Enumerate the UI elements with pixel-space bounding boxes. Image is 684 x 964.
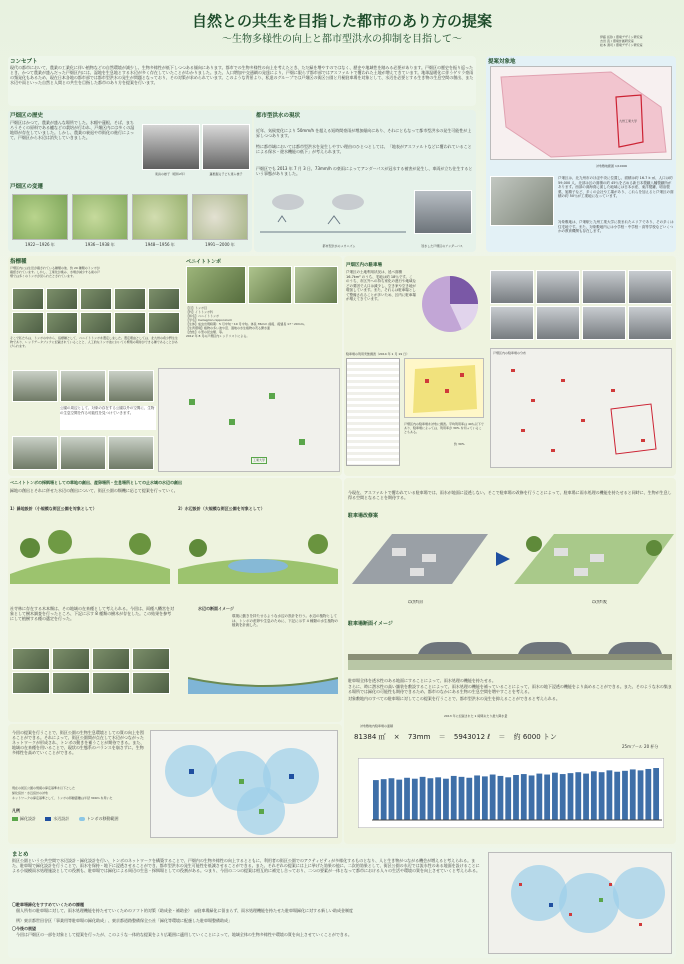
bio-photo [46, 312, 78, 334]
parking-distribution-map [490, 348, 672, 468]
legend-label: 凡例 [12, 808, 20, 813]
calc-caption-area: 対象敷地内駐車場の面積 [360, 724, 394, 728]
change-map-2 [72, 194, 128, 240]
beni-note: 2012 年 8 月の戸畑区内レッドリストによる。 [186, 334, 250, 338]
chart-bar [575, 772, 581, 820]
history-photo-1 [142, 124, 200, 170]
parking-panel [344, 256, 676, 476]
chart-bar [521, 774, 527, 820]
proposal-panel [344, 478, 676, 844]
park-photo [108, 370, 154, 402]
site-text-1: 戸畑区は、北九州市のほぼ中央に位置し、面積は約 16.7 k ㎡、人口は約 59,000 人、北部は区の面積の約 45％を占める新日本製鐵八幡製鐵所があります。西部の洞海湾に面した地域には日本水産、東洋製罐、明治製菓、旭精子など、多くの会社や工場があり、これらを加えると戸畑区の面積の約 50％が工業地になっています。 [558, 176, 674, 198]
chart-bar [568, 773, 574, 820]
biotope-title: ベニイトトンボの採餌場としての草地の創出、産卵場所・生息場所としての止水域の水辺の創出 [10, 480, 182, 485]
flood-text-2: 特に都市域においては都市型洪水を発生しやすい理由のひとつとしては、「地表がアスファルトなどに覆われていることによる保水・遊水機能の低下」が考えられます。 [256, 144, 472, 154]
parking-photo [628, 306, 672, 340]
calc-row [354, 732, 674, 742]
legend-text: トンボの移動範囲 [86, 816, 119, 821]
network-item: ネットワークの算定基準として、トンボの移動距離は半径 300m を用いた [12, 796, 113, 800]
history-caption-1: 東浜の様子（昭和2年） [155, 172, 187, 176]
parking-map-caption: 戸畑区内の駐車場の分布 [493, 351, 527, 355]
tree-photo [92, 648, 130, 670]
water-section-title: 水辺の断面イメージ [198, 606, 234, 611]
flood-text-3: 戸畑区でも 2013 年 7 月 3 日、73mm/h の豪雨によってアンダーパスが冠水する被害が発生し、車両が立ち往生するという事態がありました。 [256, 166, 473, 176]
section-text-1: 駐車場全体を透水性のある地面にすることによって、雨水処理の機能を持たせる。 [348, 678, 496, 683]
summary-title: まとめ [12, 852, 29, 858]
bio-photo [80, 312, 112, 334]
chart-bar [505, 777, 511, 820]
beni-spec: 【食性】小型の昆虫類、等。 [186, 330, 226, 334]
calc-area: 81384 ㎡ [354, 733, 386, 741]
parking-before-illustration [352, 524, 488, 594]
change-label-1: 1922～1926 年 [25, 242, 55, 247]
beni-spec: 【生体】成虫出現時期：5 月中旬～10 月中旬。体長 35mm 前後、後翅長 17～20mm。 [186, 322, 307, 326]
tree-photo [12, 672, 50, 694]
park-photo [108, 436, 154, 470]
beni-spec: 【和名】ベニイトトンボ [186, 314, 220, 318]
chart-bar [513, 775, 519, 820]
parking-photo [536, 306, 580, 340]
concept-panel [8, 56, 476, 106]
survey-note: 戸畑区内の駐車場を対象に調査。平均利用率は 40％以下であり、駐車場によっては、利用率が 30% を切っていることもある。 [404, 422, 484, 434]
beni-spec: 【目】トンボ目 [186, 306, 208, 310]
site-aerial-photo [490, 176, 554, 226]
chart-bar [498, 776, 504, 820]
summary-sub-1-text: 個人所有の駐車場に対して、雨水処理機能を持たせていくためのソフト的対策（助成金・補助金） ◎駐車場緑化に留まらず、雨水処理機能を持たせた駐車場緑化に対する新しい助成金制度 [16, 908, 354, 913]
parks-text: 公園の周辺として、対象の存在する公園以外の空間に、生物の生息空間を作る可能性を見つけていきます。 [60, 406, 156, 430]
water-design-title: 2）水辺設計（大規模な街区公園を対象として） [178, 506, 265, 511]
flood-photo [414, 190, 472, 234]
chart-bar [645, 769, 651, 820]
summary-text: 街区公園という公共空間で水辺設計・緑化設計を行い、トンボのネットワークを構築することで、戸畑内の生物多様性の向上するとともに、利用者の街区公園でのアクティビティが多様化するものとなり、人と生き物がつながる機会が増えると考えられる。また、駐車場で緑化設計を行うことで、雨水を保持・地下に浸透させることができ、都市型洪水の発生可能性を低減させることができる。また、それぞれの提案には上に挙げた効果の他に、二次的効果として、街区公園の水辺では流水性のある地面を設けることによる小規模雨水処理施設としての役割も、駐車場では緑化による周辺の生息・採餌場としての役割がある。つまり、今回の二つの提案は相互的に補完し合っており、二つの要素が一体となって都市における人々の生活や環境の質を向上させていくと考えられる。 [12, 858, 480, 873]
site-map [490, 66, 672, 160]
concept-text: 現代の都市において、農業の工業化に伴い植物などの自然環境が減少し、生物多様性が低下しつつある傾向にあります。都市での生物多様性の向上を考えたとき、ただ緑を増やすのではなく、歴史や地域性を踏みる必要があります。戸畑区の歴史を振り返ったとき、かつて農業が盛んだった戸畑区内には、湿地を生息地とする水辺が多く存在していたことがわかりました。また、人口増加や交通網の発達により、戸畑に限らず都市部ではアスファルトで覆われた土地が増えてきています。地球温暖化に伴うゲリラ豪雨の頻発化もあるため、現在日本各地の都市部では都市型洪水の発生が問題となっており、その対策が求められています。このような背景より、私達のグループでは戸畑区の街区公園と月極駐車場を対象として、水辺を必要とする生き物の生息空間の創出、また水辺や雨といった自然と人間との共生を目指した都市のあり方を提案を行います。 [10, 65, 474, 85]
survey-table [346, 358, 400, 466]
pool-label: 25mプール 20 杯分 [622, 744, 659, 749]
change-map-4 [192, 194, 248, 240]
summary-sub-1: 〇駐車場緑化をすすめていくための課題 [12, 902, 85, 907]
campus-label: 九州工業大学 [619, 119, 638, 123]
legend-text: 水辺設計 [53, 816, 70, 821]
before-label: 改修前 [408, 600, 424, 605]
bio-photo [148, 288, 180, 310]
chart-bar [420, 777, 426, 820]
park-photo [60, 436, 106, 470]
chart-bar [529, 775, 535, 820]
calc-rain: 73mm [407, 733, 431, 741]
park-photo [12, 436, 58, 470]
after-label: 改修後 [592, 600, 608, 605]
parking-photo [582, 270, 626, 304]
park-photo [12, 370, 58, 402]
bio-title: 指標種 [10, 259, 27, 265]
bio-photo [46, 288, 78, 310]
biotope-panel [8, 478, 342, 722]
proposal-text: 今現在、アスファルトで覆われている駐車場では、雨水が地面に浸透しない。そこで駐車場の改修を行うことによって、駐車場に雨水処理の機能を持たせると同時に、生物が生息し得る空間となることを期待する。 [348, 490, 672, 500]
poster-subtitle: ～生物多様性の向上と都市型洪水の抑制を目指して～ [222, 34, 462, 45]
flood-title: 都市型洪水の現状 [256, 113, 301, 119]
chart-bar [474, 775, 480, 820]
network-item: 緑化設計・水辺設計の対象 [12, 791, 49, 795]
chart-bar [544, 775, 550, 820]
arrow-icon [496, 552, 510, 566]
beni-specs [186, 306, 338, 338]
chart-bar [622, 771, 628, 820]
bio-photo [114, 288, 146, 310]
flood-caption-2: 冠水した戸畑区のアンダーパス [421, 244, 463, 248]
parks-map [158, 368, 340, 472]
parking-photo [536, 270, 580, 304]
parking-photo [628, 270, 672, 304]
tree-survey-text: 社寺林に存在する木本類は、その地域の在来種として考えられる。今回は、両種八幡宮を対象として樹木調査を行ったところ、下記に示す 8 種類の樹木が存在した。この結果を参考にして植樹する種の選定を行った。 [10, 606, 174, 621]
history-title: 戸畑区の歴史 [10, 113, 44, 119]
chart-bar [490, 775, 496, 820]
chart-bar [638, 770, 644, 820]
parking-text: 戸畑区の土地利用状況は、延べ面積 16.7km² のうち、宅地は約 18％です。このうち、市区外への持ち家化の進行や地域などの要因で人口は減少し、空き家や空き地が増加しています。また、それらは駐車場として整備されることが多いため、区内に駐車場が増えてきています。 [346, 270, 416, 301]
tree-photo [132, 672, 170, 694]
network-map [150, 730, 338, 838]
summary-panel [8, 848, 676, 958]
bio-photo [80, 288, 112, 310]
change-map-3 [132, 194, 188, 240]
chart-bar [443, 779, 449, 820]
chart-bar [607, 770, 613, 820]
beni-photo-3 [294, 266, 338, 304]
parking-after-illustration [514, 524, 674, 594]
author: 伊藤 拓弥 / 環境デザイン研究室 [600, 35, 643, 39]
tree-photo [12, 648, 50, 670]
chart-bar [653, 768, 659, 820]
bio-photo [148, 312, 180, 334]
legend-swatch [12, 817, 18, 821]
bio-text-2: そこで私たちは、トンボの中から、指標種として、ベニイトトンボを選定しました。選定理由としては、北九州の希少野生生物であり、レッドデータブックに記載されていることと、人工的なトンボ池においても繁殖の期待ができる種であることがあげられます。 [10, 336, 178, 348]
chart-bar [459, 777, 465, 820]
chart-bar [591, 771, 597, 820]
green-design-illustration [10, 514, 170, 584]
parking-section-illustration [348, 630, 672, 670]
chart-bar [536, 774, 542, 820]
summary-sub-1-note: 例）東京都世田谷区「事業用等駐車場の緑化助成」、東京都道路整備保全公社「緑化等環境に配慮した駐車場整備助成」 [16, 918, 232, 923]
water-design-illustration [178, 514, 338, 584]
author-list [600, 35, 680, 47]
chart-bar [427, 778, 433, 820]
park-photo [60, 370, 106, 402]
beni-spec: 【生育環境】植物の多い池や沼、湿地の水生植物の茂る開水面 [186, 326, 271, 330]
bio-text: 戸畑区内には生息が確されている種類の他、約 20 種類のトンボが確認されています。しかし、工業化が進み、水場が減少する前の戸畑では多くのトンボが見られたとされています。 [10, 266, 100, 278]
network-panel [8, 724, 342, 844]
change-label-2: 1936～1938 年 [85, 242, 115, 247]
pie-total: 約 30% [454, 442, 465, 446]
green-design-title: 1）緑地設計（小規模な街区公園を対象として） [10, 506, 97, 511]
calc-caption-rain: 2013 年に記録された 1 時間あたり最大降水量 [444, 714, 508, 718]
park-marker [299, 439, 305, 445]
summary-map [488, 852, 672, 954]
chart-bar [630, 769, 636, 820]
biotope-line-2: 緑地の創出とそれに併せた水辺の創出について、街区公園の類機に応じて提案を行っていく。 [10, 488, 178, 493]
park-marker [189, 399, 195, 405]
calc-result: 5943012 ℓ [453, 733, 491, 741]
summary-sub-2: 〇今後の展望 [12, 926, 36, 931]
water-section-text: 環境に動きを持たせるような水辺の設計を行う。水辺の植物としては、トンボの産卵や生息のために、下記に示す 4 種類の水生植物の植栽を計画した。 [232, 614, 338, 627]
chart-bar [451, 776, 457, 820]
multiply-sign: × [393, 733, 400, 741]
chart-bar [404, 778, 410, 820]
tree-photo [52, 648, 90, 670]
history-photo-2 [202, 124, 250, 170]
flood-text-1: 近年、気候変化により 50mm/h を超える短時間豪雨が増加傾向にあり、それにともなって都市型洪水の発生可能性が上昇しつつあります。 [256, 128, 472, 138]
beni-photo-2 [248, 266, 292, 304]
parking-photo [490, 306, 534, 340]
beni-title: ベニイトトンボ [186, 259, 222, 265]
parking-photo [490, 270, 534, 304]
survey-map [404, 358, 484, 418]
change-title: 戸畑区の変遷 [10, 184, 44, 190]
park-marker [269, 393, 275, 399]
rain-chart [358, 758, 664, 828]
section-title: 駐車場断面イメージ [348, 621, 393, 627]
network-note: 現在の街区公園の規模の算定基準を以下とした [12, 786, 76, 790]
flood-caption-1: 都市型洪水のメカニズム [322, 244, 356, 248]
calc-tons: 約 6000 トン [513, 733, 557, 741]
network-text: 今回の提案を行うことで、街区公園の生物生息環境としての質の向上を図ることができる。それによって、街区公園間が点在して水辺がつながったネットワークが形成され、トンボの動きを補うことが期待できる。また、地域の在来種を用いることで、現状の生態系のバランスを崩さずに、生物多様性を高めていくことができる。 [12, 730, 145, 755]
equals-sign: ＝ [438, 733, 446, 741]
tree-photo [52, 672, 90, 694]
history-text: 戸畑区はかつて、農業が盛んな場所でした。水稲や蓮根、そば、まちろうそくの原料である櫨などの栽培が行われ、戸畑区内には多くの湿地帯が存在していました。しかし、農業の衰退や市街化の進行によって、戸畑区から水辺は消失していきました。 [10, 120, 135, 140]
legend-text: 緑化設計 [20, 816, 36, 821]
land-use-pie [418, 272, 482, 336]
bio-panel [8, 256, 342, 476]
chart-bar [560, 774, 566, 820]
equals-sign: ＝ [498, 733, 506, 741]
author: 松本 清司 / 環境デザイン研究室 [600, 43, 643, 47]
poster-title: 自然との共生を目指した都市のあり方の提案 [191, 12, 492, 30]
beni-spec: 【学名】Ceriagrion nipponicum [186, 318, 233, 322]
history-panel [8, 110, 252, 252]
chart-bar [396, 780, 402, 820]
change-label-4: 1991～2000 年 [205, 242, 235, 247]
site-scale: 対象敷地範囲 1/10000 [596, 164, 628, 168]
parks-map-label: 工業大学 [253, 458, 266, 462]
chart-bar [412, 779, 418, 820]
site-panel [486, 56, 676, 252]
chart-bar [466, 778, 472, 820]
chart-bar [381, 779, 387, 820]
section-text-2: さらに、時に潜水性の高い舗装を敷設することによって、雨水処理の機能を補っていることによって、雨水の地下浸透の機能をより高めることができる。また、そのような水の集まる場所では緑化の可能性も期待できるため、都市のなかにある生物の生息空間を増やすことを考える。 [348, 684, 672, 694]
parking-title: 戸畑区内の駐車場 [346, 263, 382, 268]
chart-bar [435, 777, 441, 820]
proposal-title: 駐車場改修案 [348, 513, 379, 519]
chart-bar [552, 773, 558, 820]
beni-photo-1 [186, 266, 246, 304]
concept-title: コンセプト [10, 59, 38, 65]
bio-photo [12, 312, 44, 334]
change-label-3: 1948～1956 年 [145, 242, 175, 247]
change-map-1 [12, 194, 68, 240]
tree-photo [132, 648, 170, 670]
chart-bar [583, 774, 589, 820]
legend-swatch [45, 817, 51, 821]
chart-bar [373, 780, 379, 820]
flood-panel [254, 110, 476, 252]
bio-photo [12, 288, 44, 310]
history-caption-2: 蓮根掘る子ども達ら様子 [209, 172, 243, 176]
flood-diagram [258, 184, 408, 244]
site-text-2: 対象敷地は、戸畑駅と九州工業大学に挟まれたエリアであり、その多くは住宅地です。また、対象敷地内には小学校・中学校・高等学校などいくつかの教育機関も存在します。 [558, 220, 674, 233]
chart-bar [389, 778, 395, 820]
chart-bar [599, 772, 605, 820]
beni-spec: 【科】イトトンボ科 [186, 310, 214, 314]
chart-bar [482, 776, 488, 820]
bio-photo [114, 312, 146, 334]
park-marker [229, 419, 235, 425]
section-text-3: 対象敷地内のすべての駐車場に対してこの提案を行うことで、都市型洪水の発生を抑えることができると考えられる。 [348, 696, 560, 701]
summary-sub-2-text: 今回は戸畑区の一部を対象として提案を行ったが、このような一体的な提案をより広範囲に適用していくことによって、地域全体の生物多様性や環境の質を向上させていくことができる。 [16, 932, 352, 937]
survey-title: 駐車場の利用実態調査（2014 年 1 月 19 日） [346, 352, 410, 356]
chart-bar [614, 772, 620, 820]
tree-photo [92, 672, 130, 694]
site-title: 提案対象地 [488, 59, 516, 65]
author: 吉田 直 / 環境計画研究室 [600, 39, 634, 43]
parking-photo [582, 306, 626, 340]
legend-swatch [79, 817, 85, 821]
water-section-illustration [188, 648, 338, 694]
